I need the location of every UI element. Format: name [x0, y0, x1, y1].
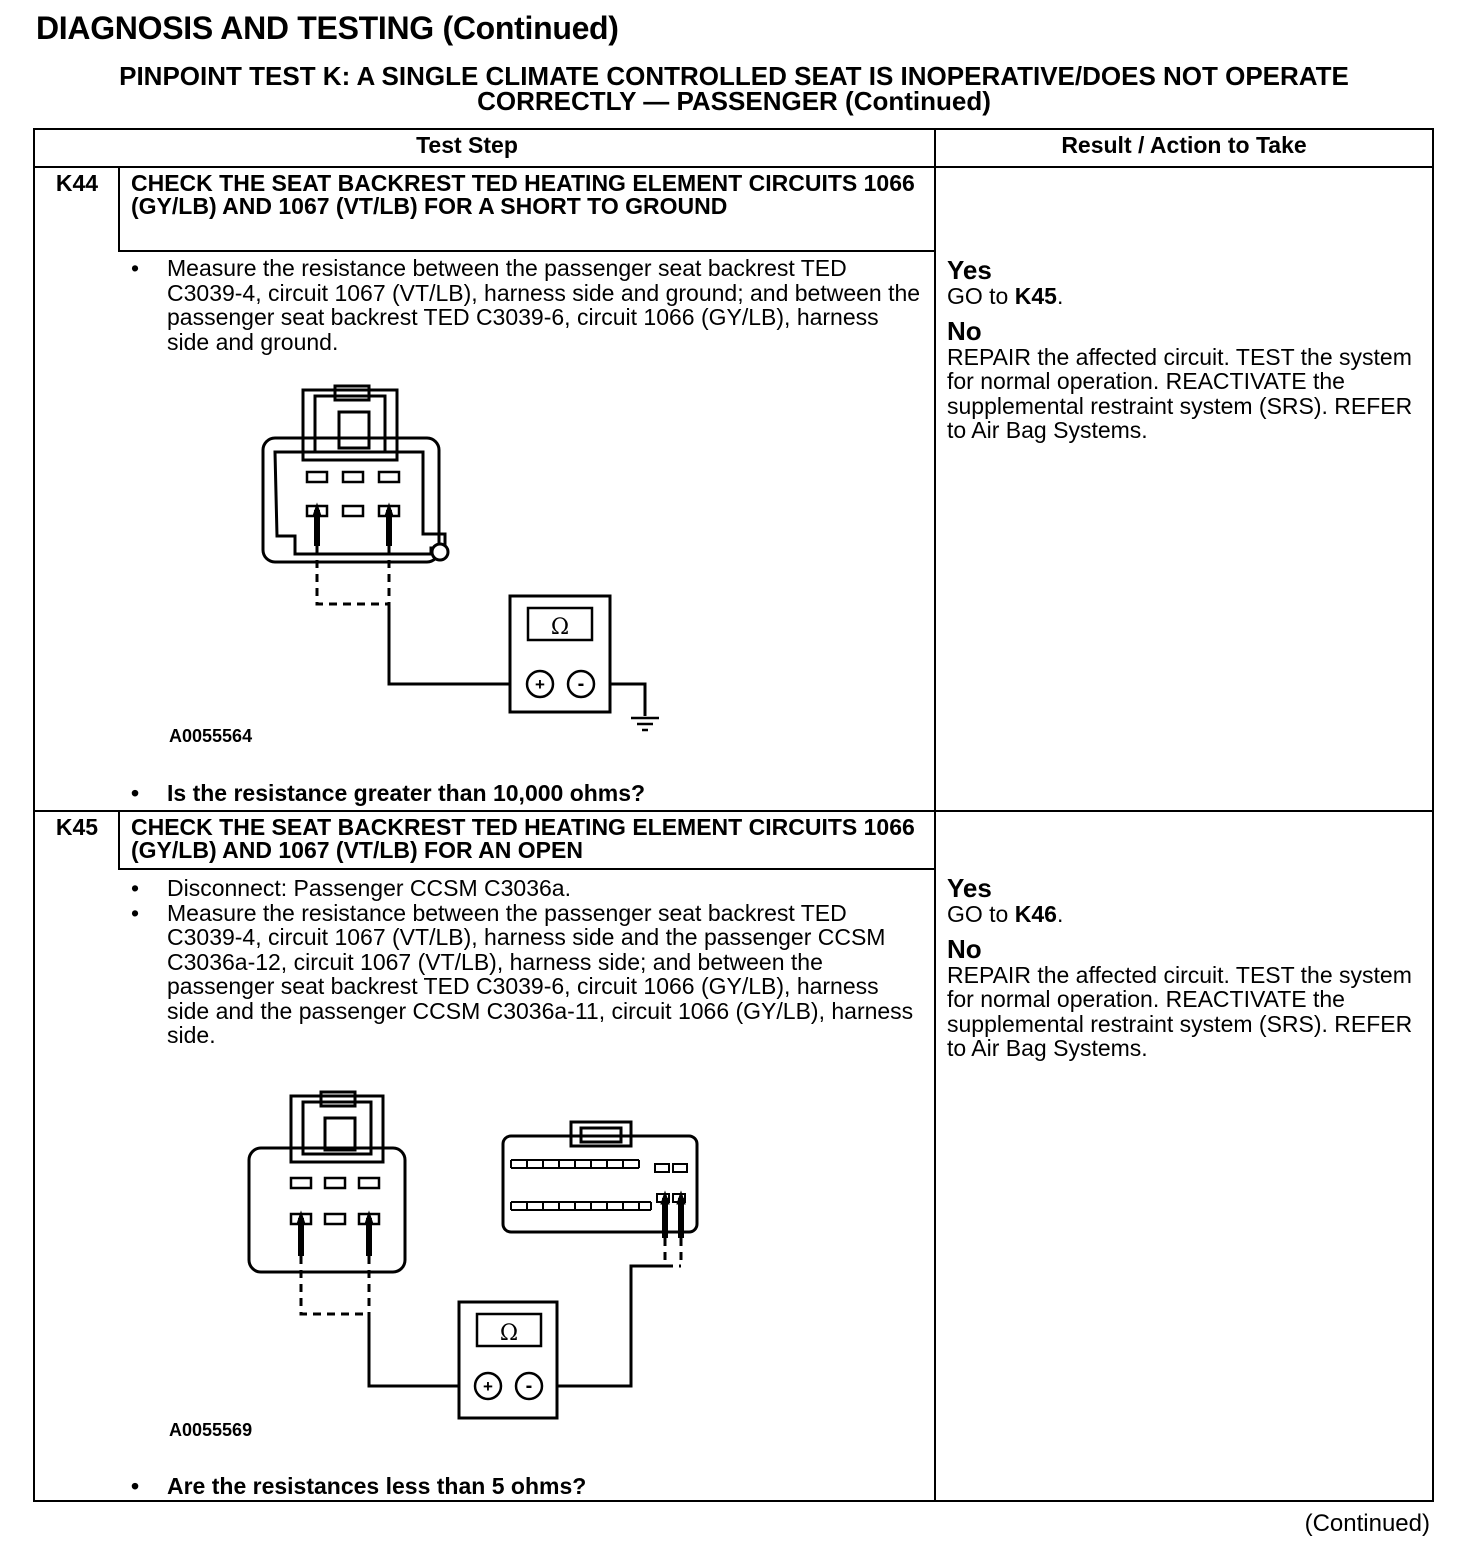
- column-divider: [934, 130, 936, 1500]
- k45-bullet: • Measure the resistance between the passenger seat backrest TED C3039-4, circuit 1067 (VT/LB), harness side and the passenger CCSM C3036a-12, circuit 1067 (VT/LB), harness side; and between the passenger seat backrest TED C3039-6, circuit 1066 (GY/LB), harness side and the passenger CCSM C3036a-11, circuit 1066 (GY/LB), harness side.: [125, 901, 925, 1048]
- step-title-k45: CHECK THE SEAT BACKREST TED HEATING ELEMENT CIRCUITS 1066 (GY/LB) AND 1067 (VT/LB) FOR AN OPEN: [131, 814, 915, 863]
- page-title: DIAGNOSIS AND TESTING (Continued): [36, 10, 619, 46]
- k45-diagram: [241, 1092, 711, 1422]
- test-table: [33, 128, 1434, 1502]
- k44-probes: [313, 504, 393, 546]
- pinpoint-test-title-line2: CORRECTLY — PASSENGER (Continued): [477, 86, 991, 116]
- k45-yes-label: Yes: [947, 873, 992, 903]
- k44-yes-action: GO to K45.: [947, 283, 1064, 309]
- step-id-k45: K45: [55, 814, 99, 840]
- svg-text:+: +: [535, 675, 545, 694]
- k44-instructions: [125, 256, 925, 354]
- ted-connector-pins: [291, 1178, 379, 1224]
- k45-no-label: No: [947, 933, 982, 964]
- k44-diagram: [255, 386, 675, 736]
- ccsm-connector-pins: [511, 1160, 687, 1210]
- ground-icon: [631, 718, 659, 730]
- step-title-k44: CHECK THE SEAT BACKREST TED HEATING ELEMENT CIRCUITS 1066 (GY/LB) AND 1067 (VT/LB) FOR A SHORT TO GROUND: [131, 170, 915, 219]
- k45-yes-action: GO to K46.: [947, 901, 1064, 927]
- k45-figure-id: A0055569: [169, 1420, 253, 1440]
- ohmmeter-icon: [510, 596, 610, 712]
- k44-figure-id: A0055564: [169, 726, 253, 746]
- k44-no-action: REPAIR the affected circuit. TEST the system for normal operation. REACTIVATE the supplemental restraint system (SRS). REFER to Air Bag Systems.: [947, 343, 1413, 443]
- ted-connector-c3039: [249, 1092, 405, 1272]
- k44-bullet: • Measure the resistance between the passenger seat backrest TED C3039-4, circuit 1067 (VT/LB), harness side and ground; and between the passenger seat backrest TED C3039-6, circuit 1066 (GY/LB), harness side and ground.: [125, 256, 925, 354]
- k44-no-label: No: [947, 315, 982, 346]
- col-header-result: Result / Action to Take: [1061, 132, 1307, 158]
- k44-question: • Is the resistance greater than 10,000 ohms?: [125, 780, 967, 807]
- pinpoint-test-title: [34, 61, 1434, 116]
- meter-ohm-symbol: Ω: [499, 1321, 519, 1346]
- k45-result: [947, 874, 1437, 1061]
- svg-text:-: -: [577, 673, 585, 695]
- ohmmeter-icon: [459, 1302, 557, 1418]
- connector-latch: [432, 544, 448, 560]
- k45-question: • Are the resistances less than 5 ohms?: [125, 1473, 967, 1500]
- continued-note: (Continued): [1304, 1510, 1430, 1537]
- pinpoint-test-title-line1: PINPOINT TEST K: A SINGLE CLIMATE CONTROLLED SEAT IS INOPERATIVE/DOES NOT OPERATE: [119, 61, 1349, 91]
- k44-title-divider: [118, 250, 934, 252]
- k45-title-divider: [118, 868, 934, 870]
- k45-instructions: [125, 876, 925, 1048]
- step-divider: [35, 810, 1432, 812]
- k44-result: [947, 256, 1437, 443]
- k44-yes-target-link[interactable]: K45: [1014, 283, 1057, 309]
- ted-connector-pins: [307, 472, 399, 516]
- col-header-test-step: Test Step: [416, 132, 518, 158]
- k45-no-action: REPAIR the affected circuit. TEST the system for normal operation. REACTIVATE the supplemental restraint system (SRS). REFER to Air Bag Systems.: [947, 961, 1413, 1061]
- k45-yes-target-link[interactable]: K46: [1014, 901, 1057, 927]
- k45-bullet: • Disconnect: Passenger CCSM C3036a.: [125, 876, 925, 901]
- svg-text:-: -: [525, 1375, 533, 1397]
- header-divider: [35, 166, 1432, 168]
- svg-text:+: +: [483, 1377, 493, 1396]
- k44-yes-label: Yes: [947, 255, 992, 285]
- step-id-k44: K44: [55, 170, 99, 196]
- meter-ohm-symbol: Ω: [550, 615, 570, 640]
- ted-connector-c3039: [263, 386, 445, 562]
